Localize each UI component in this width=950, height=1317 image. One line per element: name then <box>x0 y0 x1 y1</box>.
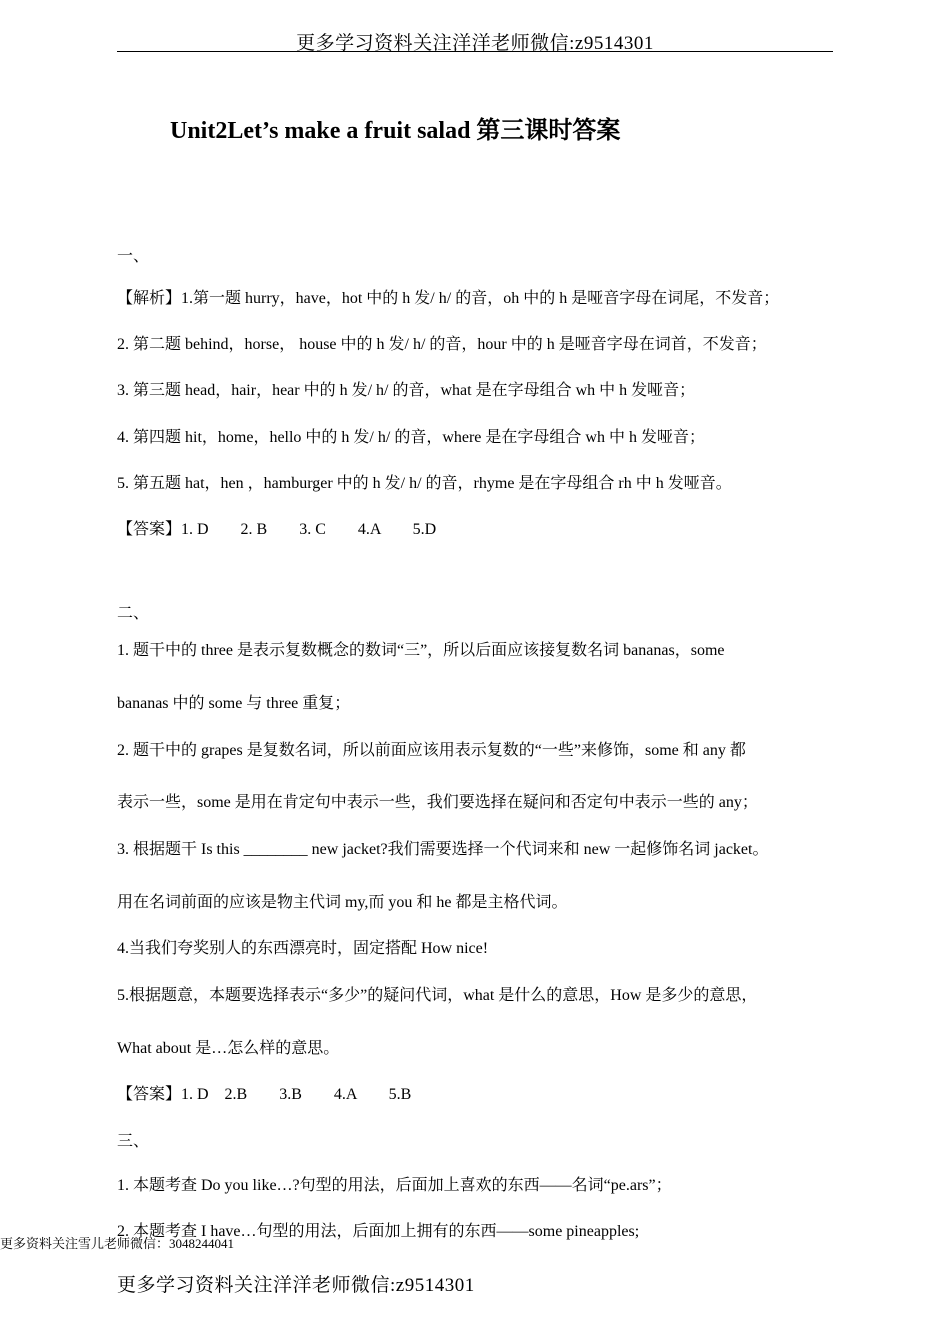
section-2-line: bananas 中的 some 与 three 重复； <box>117 695 351 712</box>
page-footer: 更多学习资料关注洋洋老师微信:z9514301 <box>117 1275 475 1296</box>
section-2-line: 3. 根据题干 Is this ________ new jacket?我们需要选择一个代词来和 new 一起修饰名词 jacket。 <box>117 841 769 858</box>
section-2-line: 4.当我们夸奖别人的东西漂亮时，固定搭配 How nice! <box>117 940 489 957</box>
section-2-answer: 【答案】1. D 2.B 3.B 4.A 5.B <box>117 1086 412 1103</box>
watermark-text: 更多资料关注雪儿老师微信：3048244041 <box>0 1236 235 1251</box>
document-title: Unit2Let’s make a fruit salad 第三课时答案 <box>170 118 621 144</box>
section-1-answer: 【答案】1. D 2. B 3. C 4.A 5.D <box>117 521 437 538</box>
section-2-line: 2. 题干中的 grapes 是复数名词，所以前面应该用表示复数的“一些”来修饰，some 和 any 都 <box>117 742 746 759</box>
section-2-line: 表示一些，some 是用在肯定句中表示一些，我们要选择在疑问和否定句中表示一些的 any； <box>117 794 758 811</box>
section-1-line: 5. 第五题 hat，hen ，hamburger 中的 h 发/ h/ 的音，rhyme 是在字母组合 rh 中 h 发哑音。 <box>117 475 732 492</box>
section-2-line: What about 是…怎么样的意思。 <box>117 1040 340 1057</box>
section-2-line: 用在名词前面的应该是物主代词 my,而 you 和 he 都是主格代词。 <box>117 894 568 911</box>
page-header: 更多学习资料关注洋洋老师微信:z9514301 <box>296 33 654 54</box>
section-1-line: 4. 第四题 hit，home，hello 中的 h 发/ h/ 的音，where 是在字母组合 wh 中 h 发哑音； <box>117 429 705 446</box>
section-2-line: 5.根据题意，本题要选择表示“多少”的疑问代词，what 是什么的意思，How 是多少的意思， <box>117 987 758 1004</box>
header-divider <box>117 51 833 52</box>
section-3-line: 2. 本题考查 I have…句型的用法，后面加上拥有的东西——some pineapples; <box>117 1223 640 1240</box>
section-3-line: 1. 本题考查 Do you like…?句型的用法，后面加上喜欢的东西——名词“pe.ars”； <box>117 1177 672 1194</box>
section-2-line: 1. 题干中的 three 是表示复数概念的数词“三”，所以后面应该接复数名词 bananas，some <box>117 642 725 659</box>
section-1-line: 【解析】1.第一题 hurry，have，hot 中的 h 发/ h/ 的音，oh 中的 h 是哑音字母在词尾，不发音； <box>117 290 780 307</box>
section-1-heading: 一、 <box>117 248 150 265</box>
section-2-heading: 二、 <box>117 605 150 622</box>
section-3-heading: 三、 <box>117 1133 150 1150</box>
section-1-line: 3. 第三题 head，hair，hear 中的 h 发/ h/ 的音，what 是在字母组合 wh 中 h 发哑音； <box>117 382 696 399</box>
section-1-line: 2. 第二题 behind，horse， house 中的 h 发/ h/ 的音，hour 中的 h 是哑音字母在词首，不发音； <box>117 336 767 353</box>
